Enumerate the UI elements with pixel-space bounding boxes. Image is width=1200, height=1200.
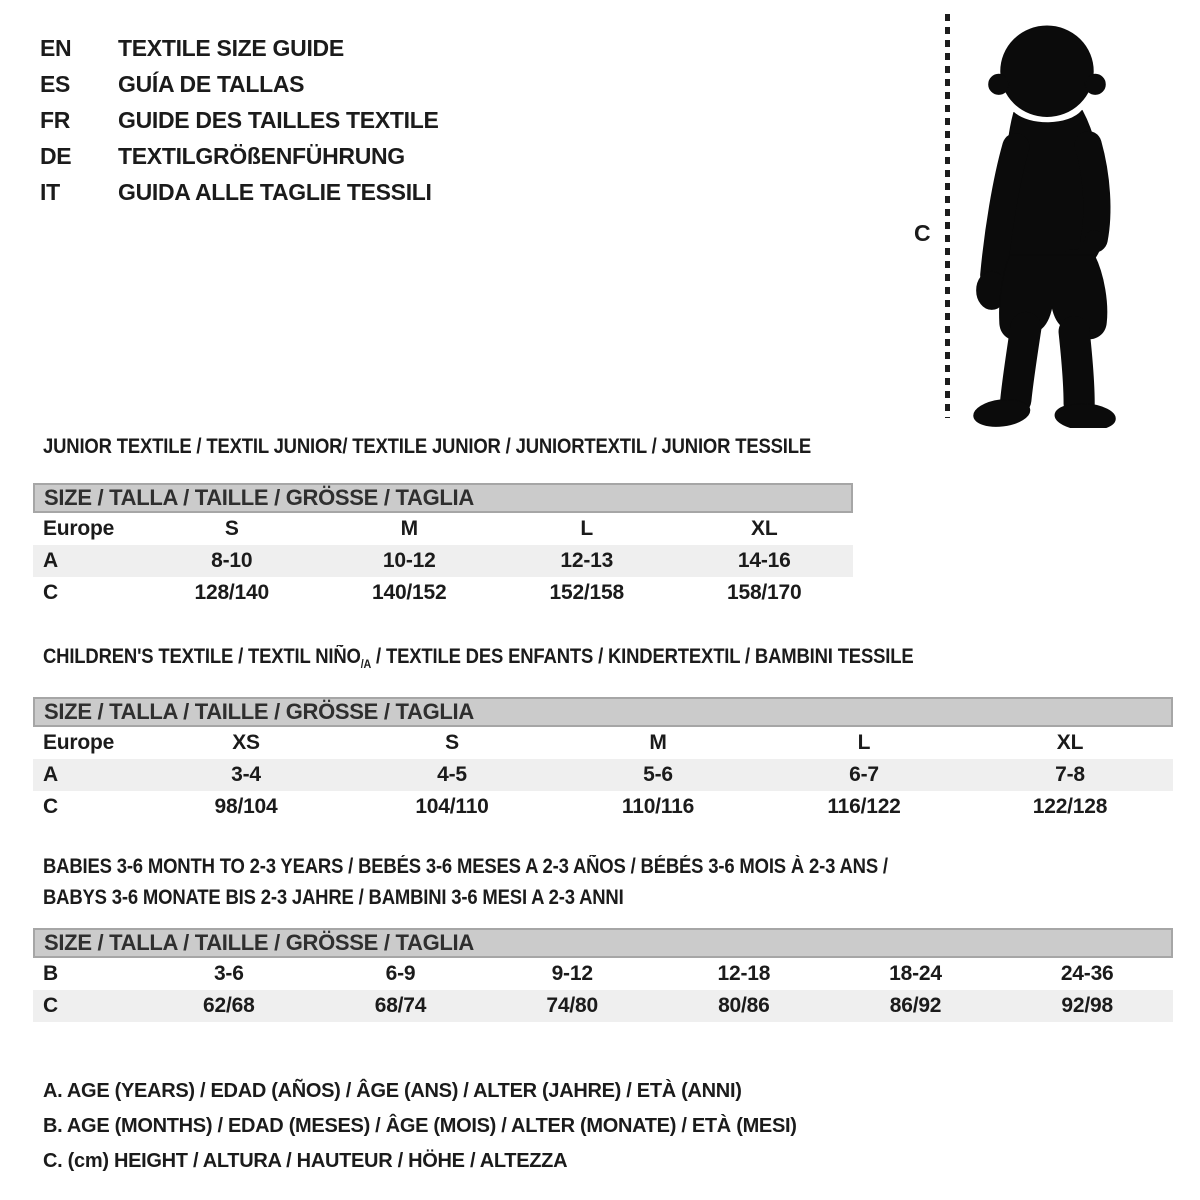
table-row [33, 791, 1173, 823]
row-value: 74/80 [546, 994, 598, 1017]
section-title-line [43, 646, 1037, 675]
row-value: L [857, 731, 871, 755]
row-value: 152/158 [549, 581, 624, 604]
section-babies-textile [33, 851, 1173, 1022]
table-row [33, 513, 853, 545]
table-row [33, 958, 1173, 990]
row-value: 110/116 [621, 795, 695, 819]
language-row [40, 66, 439, 102]
language-title: GUIDA ALLE TAGLIE TESSILI [118, 178, 432, 205]
section-title [43, 646, 1037, 675]
measurement-legend [43, 1074, 797, 1179]
size-table [33, 697, 1173, 823]
size-table-rows [33, 727, 1173, 823]
row-value: 158/170 [726, 581, 802, 604]
size-table [33, 483, 853, 609]
section-title-text: BABYS 3-6 MONATE BIS 2-3 JAHRE / BAMBINI 3-6 MESI A 2-3 ANNI [43, 886, 624, 909]
size-table-header: SIZE / TALLA / TAILLE / GRÖSSE / TAGLIA [33, 483, 853, 513]
row-value: 10-12 [382, 549, 436, 572]
language-title: GUÍA DE TALLAS [118, 70, 305, 97]
row-value: 6-7 [849, 763, 879, 787]
size-table-rows [33, 513, 853, 609]
section-title-text: /A [360, 657, 372, 672]
row-value: 24-36 [1060, 962, 1114, 985]
legend-line: C. (cm) HEIGHT / ALTURA / HAUTEUR / HÖHE / ALTEZZA [43, 1150, 568, 1172]
row-value: 86/92 [889, 994, 942, 1017]
row-value: 12-13 [560, 549, 614, 572]
section-title [43, 435, 812, 458]
row-value: S [224, 517, 239, 540]
row-value: 3-4 [231, 763, 261, 787]
language-title: TEXTILE SIZE GUIDE [118, 34, 344, 61]
language-title: TEXTILGRÖßENFÜHRUNG [118, 142, 405, 169]
row-value: 92/98 [1061, 994, 1113, 1017]
table-row [33, 727, 1173, 759]
section-title [43, 851, 1037, 913]
row-value: 6-9 [385, 962, 416, 985]
section-title-text: / TEXTILE DES ENFANTS / KINDERTEXTIL / BAMBINI TESSILE [371, 645, 914, 668]
section-title-text: BABIES 3-6 MONTH TO 2-3 YEARS / BEBÉS 3-6 MESES A 2-3 AÑOS / BÉBÉS 3-6 MOIS À 2-3 ANS / [43, 855, 888, 878]
row-label: A [43, 763, 58, 787]
row-value: S [445, 731, 459, 755]
row-value: 116/122 [827, 795, 901, 819]
row-label: C [43, 795, 58, 819]
row-value: M [649, 731, 667, 755]
row-value: 80/86 [718, 994, 770, 1017]
language-row [40, 102, 439, 138]
row-value: 5-6 [643, 763, 673, 787]
language-code: EN [40, 34, 72, 61]
size-table-header: SIZE / TALLA / TAILLE / GRÖSSE / TAGLIA [33, 697, 1173, 727]
language-list [40, 30, 439, 210]
height-measure-dashed-line [945, 14, 950, 418]
row-value: 62/68 [203, 994, 255, 1017]
row-value: 128/140 [194, 581, 269, 604]
row-value: 122/128 [1032, 795, 1108, 819]
row-value: XS [232, 731, 260, 755]
language-row [40, 174, 439, 210]
section-title-line [43, 435, 812, 458]
row-label: A [43, 549, 58, 572]
table-row [33, 577, 853, 609]
language-code: FR [40, 106, 71, 133]
row-label: C [43, 994, 58, 1017]
row-value: 4-5 [437, 763, 467, 787]
table-row [33, 759, 1173, 791]
row-value: 3-6 [213, 962, 244, 985]
row-value: XL [751, 517, 778, 540]
row-value: 7-8 [1055, 763, 1085, 787]
row-value: 14-16 [737, 549, 791, 572]
size-table [33, 928, 1173, 1022]
size-table-rows [33, 958, 1173, 1022]
row-value: 12-18 [717, 962, 771, 985]
row-value: XL [1056, 731, 1084, 755]
row-label: B [43, 962, 58, 985]
language-row [40, 138, 439, 174]
section-title-line [43, 851, 1037, 882]
row-value: 8-10 [211, 549, 253, 572]
row-value: 104/110 [415, 795, 489, 819]
legend-line: A. AGE (YEARS) / EDAD (AÑOS) / ÂGE (ANS) / ALTER (JAHRE) / ETÀ (ANNI) [43, 1080, 742, 1102]
row-value: 9-12 [551, 962, 593, 985]
table-row [33, 990, 1173, 1022]
section-title-text: CHILDREN'S TEXTILE / TEXTIL NIÑO [43, 645, 361, 668]
table-row [33, 545, 853, 577]
row-value: 68/74 [374, 994, 427, 1017]
row-value: 18-24 [889, 962, 942, 985]
section-title-text: JUNIOR TEXTILE / TEXTIL JUNIOR/ TEXTILE JUNIOR / JUNIORTEXTIL / JUNIOR TESSILE [43, 435, 812, 458]
row-value: M [400, 517, 418, 540]
row-label: Europe [43, 517, 115, 540]
size-table-header: SIZE / TALLA / TAILLE / GRÖSSE / TAGLIA [33, 928, 1173, 958]
row-value: 140/152 [371, 581, 447, 604]
toddler-silhouette-icon [953, 16, 1145, 428]
language-row [40, 30, 439, 66]
section-title-line [43, 882, 1037, 913]
section-junior-textile [33, 436, 853, 609]
row-label: C [43, 581, 58, 604]
row-value: 98/104 [214, 795, 278, 819]
row-value: L [580, 517, 594, 540]
section-childrens-textile [33, 646, 1173, 823]
legend-line: B. AGE (MONTHS) / EDAD (MESES) / ÂGE (MOIS) / ALTER (MONATE) / ETÀ (MESI) [43, 1115, 797, 1137]
language-code: DE [40, 142, 72, 169]
language-title: GUIDE DES TAILLES TEXTILE [118, 106, 439, 133]
language-code: ES [40, 70, 71, 97]
language-code: IT [40, 178, 60, 205]
row-label: Europe [43, 731, 115, 755]
measure-c-label: C [914, 220, 931, 246]
